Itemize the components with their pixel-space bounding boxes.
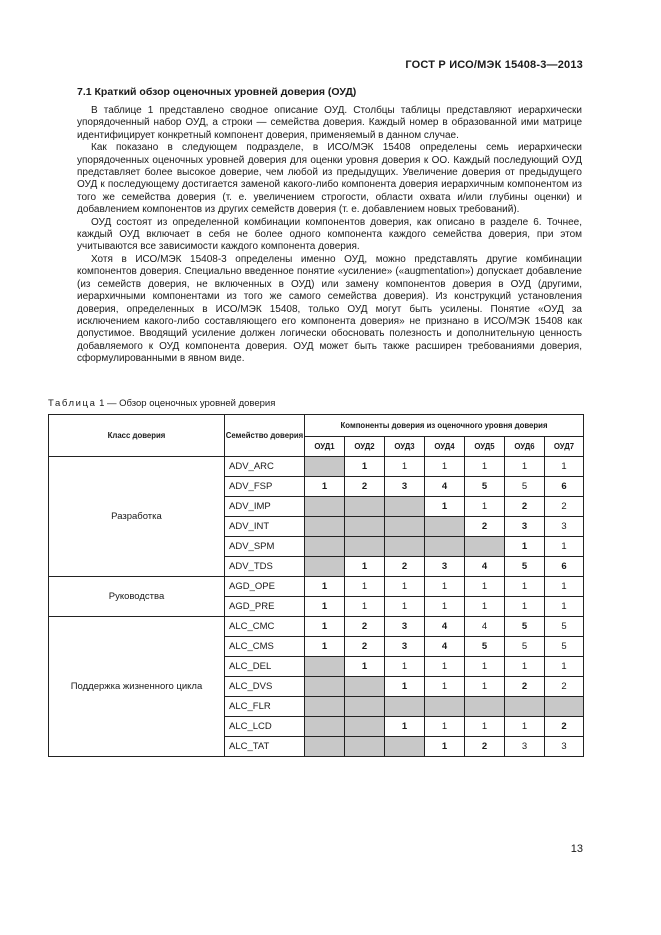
component-cell: 1 [505,577,545,597]
component-cell: 3 [425,557,465,577]
class-cell: Поддержка жизненного цикла [49,617,225,757]
component-cell: 1 [505,657,545,677]
component-cell: 1 [345,597,385,617]
family-cell: ADV_IMP [225,497,305,517]
empty-cell [305,717,345,737]
empty-cell [545,697,584,717]
empty-cell [385,497,425,517]
component-cell: 2 [505,497,545,517]
component-cell: 1 [425,577,465,597]
component-cell: 5 [505,477,545,497]
component-cell: 2 [345,637,385,657]
paragraph: В таблице 1 представлено сводное описание ОУД. Столбцы таблицы представляют иерархически упорядоченный набор ОУД, а строки — семейства доверия. Каждый номер в образованной ими матрице идентифицирует конкретный компонент доверия, применяемый в данном случае. [77,105,582,141]
family-cell: ALC_CMS [225,637,305,657]
component-cell: 1 [425,657,465,677]
component-cell: 1 [545,537,584,557]
empty-cell [425,537,465,557]
empty-cell [345,677,385,697]
header-family: Семейство доверия [225,415,305,457]
table-caption-text: 1 — Обзор оценочных уровней доверия [96,398,276,409]
empty-cell [505,697,545,717]
component-cell: 1 [425,677,465,697]
component-cell: 6 [545,557,584,577]
component-cell: 1 [305,477,345,497]
component-cell: 1 [465,717,505,737]
empty-cell [305,677,345,697]
component-cell: 4 [425,637,465,657]
component-cell: 1 [385,677,425,697]
family-cell: ADV_ARC [225,457,305,477]
family-cell: AGD_OPE [225,577,305,597]
component-cell: 1 [385,657,425,677]
family-cell: AGD_PRE [225,597,305,617]
component-cell: 5 [545,637,584,657]
component-cell: 4 [425,477,465,497]
component-cell: 1 [465,657,505,677]
component-cell: 1 [345,557,385,577]
component-cell: 1 [545,577,584,597]
family-cell: ALC_CMC [225,617,305,637]
component-cell: 1 [345,457,385,477]
component-cell: 1 [305,597,345,617]
component-cell: 1 [385,577,425,597]
empty-cell [305,657,345,677]
family-cell: ALC_DVS [225,677,305,697]
component-cell: 5 [505,557,545,577]
component-cell: 2 [385,557,425,577]
empty-cell [305,697,345,717]
empty-cell [305,557,345,577]
table-row [49,457,584,477]
component-cell: 1 [465,457,505,477]
empty-cell [305,537,345,557]
component-cell: 1 [345,657,385,677]
table-row [49,577,584,597]
component-cell: 1 [345,577,385,597]
component-cell: 3 [385,477,425,497]
component-cell: 4 [465,617,505,637]
component-cell: 3 [385,617,425,637]
header-components: Компоненты доверия из оценочного уровня доверия [305,415,584,437]
paragraph: Хотя в ИСО/МЭК 15408-3 определены именно ОУД, можно представлять другие комбинации компонентов доверия. Специально введенное понятие «усиление» («augmentation») допускает добавление (из семейств доверия, не включенных в ОУД) или замену компонентов доверия в ОУД (другими, иерархичными компонентами из того же самого семейства доверия). Из конструкций установления доверия, определенных в ИСО/МЭК 15408, только ОУД могут быть усилены. Понятие «ОУД за исключением какого-либо составляющего его компонента доверия» не признано в ИСО/МЭК 15408 как допустимое. Вводящий усиление должен логически обосновать полезность и дополнительную ценность добавляемого к ОУД компонента доверия. ОУД может быть также расширен требованиями доверия, сформулированными в явном виде. [77,253,582,365]
class-cell: Руководства [49,577,225,617]
component-cell: 1 [425,497,465,517]
empty-cell [465,537,505,557]
component-cell: 1 [545,657,584,677]
component-cell: 2 [345,617,385,637]
component-cell: 1 [305,577,345,597]
class-cell: Разработка [49,457,225,577]
family-cell: ALC_DEL [225,657,305,677]
empty-cell [345,717,385,737]
component-cell: 1 [465,497,505,517]
component-cell: 2 [465,517,505,537]
empty-cell [345,737,385,757]
component-cell: 3 [385,637,425,657]
empty-cell [305,457,345,477]
component-cell: 2 [505,677,545,697]
component-cell: 5 [545,617,584,637]
component-cell: 1 [425,717,465,737]
component-cell: 1 [505,597,545,617]
component-cell: 1 [545,597,584,617]
family-cell: ADV_SPM [225,537,305,557]
table-caption-label: Таблица [48,398,97,409]
family-cell: ALC_FLR [225,697,305,717]
component-cell: 1 [425,457,465,477]
family-cell: ADV_FSP [225,477,305,497]
header-level: ОУД6 [505,437,545,457]
empty-cell [345,697,385,717]
table-caption [48,398,275,409]
component-cell: 6 [545,477,584,497]
component-cell: 4 [465,557,505,577]
family-cell: ADV_INT [225,517,305,537]
assurance-table [48,414,584,757]
empty-cell [305,497,345,517]
component-cell: 1 [465,677,505,697]
paragraph: ОУД состоят из определенной комбинации компонентов доверия, как описано в разделе 6. Точнее, каждый ОУД включает в себя не более одного компонента каждого семейства доверия, при этом учитываются все зависимости каждого компонента доверия. [77,216,582,253]
header-level: ОУД4 [425,437,465,457]
empty-cell [345,537,385,557]
component-cell: 1 [385,457,425,477]
component-cell: 5 [465,477,505,497]
component-cell: 1 [305,637,345,657]
component-cell: 1 [305,617,345,637]
component-cell: 3 [545,737,584,757]
empty-cell [305,737,345,757]
family-cell: ADV_TDS [225,557,305,577]
table-row [49,617,584,637]
empty-cell [385,517,425,537]
empty-cell [305,517,345,537]
component-cell: 1 [425,597,465,617]
component-cell: 5 [505,637,545,657]
empty-cell [345,497,385,517]
document-header: ГОСТ Р ИСО/МЭК 15408-3—2013 [405,59,583,71]
header-level: ОУД3 [385,437,425,457]
component-cell: 5 [465,637,505,657]
component-cell: 4 [425,617,465,637]
body-text [77,105,582,366]
paragraph: Как показано в следующем подразделе, в ИСО/МЭК 15408 определены семь иерархически упорядоченных оценочных уровней доверия для оценки уровня доверия к ОО. Каждый последующий ОУД представляет более высокое доверие, чем любой из предыдущих. Увеличение доверия от предыдущего ОУД к последующему достигается заменой какого-либо компонента доверия иерархичным компонентом из того же семейства доверия (т. е. увеличением строгости, области охвата и/или глубины оценки) и добавлением компонентов из других семейств доверия (т. е. добавлением новых требований). [77,142,582,216]
component-cell: 1 [465,597,505,617]
component-cell: 1 [505,717,545,737]
component-cell: 3 [545,517,584,537]
header-level: ОУД1 [305,437,345,457]
empty-cell [465,697,505,717]
component-cell: 5 [505,617,545,637]
component-cell: 2 [465,737,505,757]
component-cell: 2 [545,497,584,517]
component-cell: 2 [545,717,584,737]
component-cell: 3 [505,517,545,537]
component-cell: 3 [505,737,545,757]
component-cell: 1 [385,717,425,737]
empty-cell [345,517,385,537]
component-cell: 1 [545,457,584,477]
empty-cell [425,697,465,717]
component-cell: 1 [425,737,465,757]
page-number: 13 [570,843,583,855]
component-cell: 2 [345,477,385,497]
header-level: ОУД5 [465,437,505,457]
family-cell: ALC_TAT [225,737,305,757]
header-level: ОУД7 [545,437,584,457]
component-cell: 2 [545,677,584,697]
section-title: 7.1 Краткий обзор оценочных уровней доверия (ОУД) [77,86,357,98]
component-cell: 1 [385,597,425,617]
empty-cell [425,517,465,537]
component-cell: 1 [505,457,545,477]
header-class: Класс доверия [49,415,225,457]
family-cell: ALC_LCD [225,717,305,737]
empty-cell [385,537,425,557]
component-cell: 1 [505,537,545,557]
header-level: ОУД2 [345,437,385,457]
component-cell: 1 [465,577,505,597]
empty-cell [385,697,425,717]
empty-cell [385,737,425,757]
